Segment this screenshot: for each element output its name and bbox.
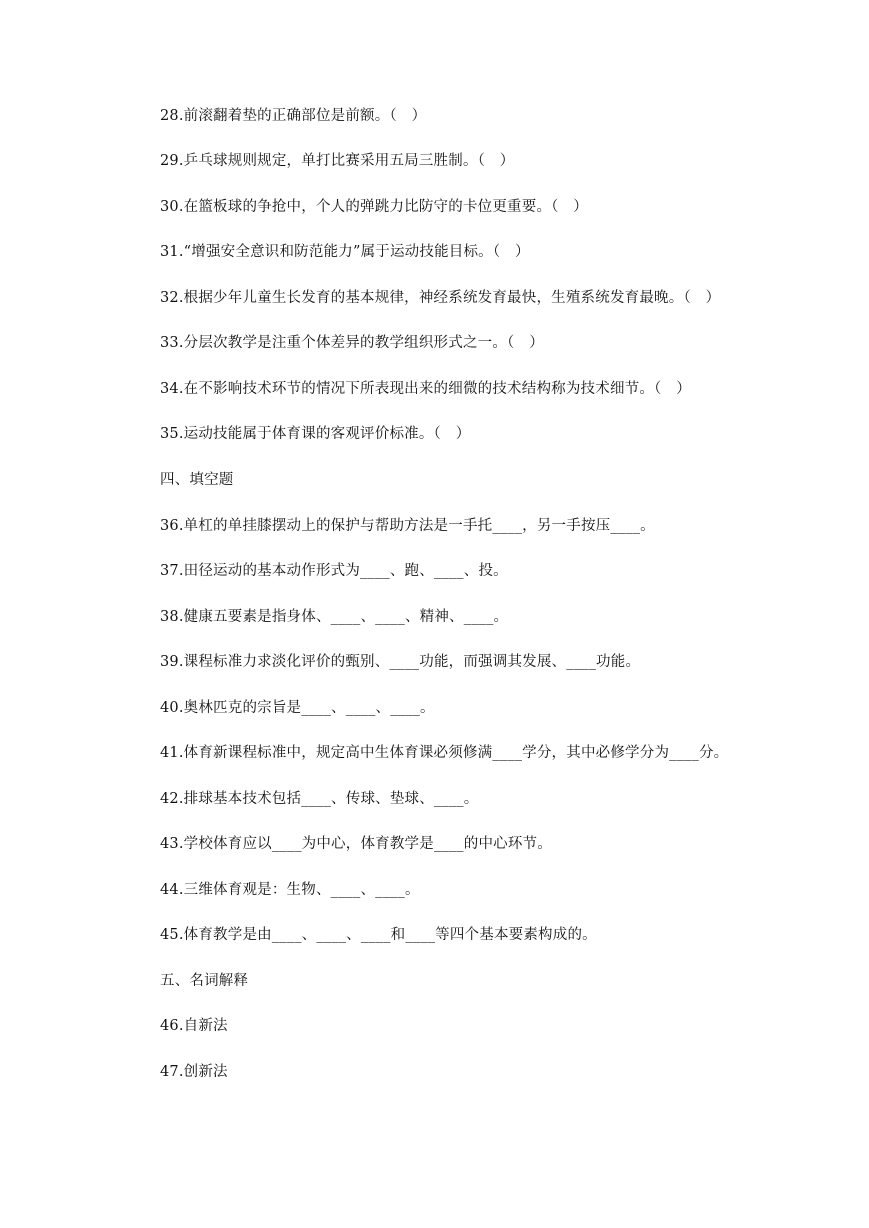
question-46: 46.自新法 [160, 1018, 228, 1034]
question-44: 44.三维体育观是：生物、____、____。 [160, 882, 420, 898]
section-heading-fill-blank: 四、填空题 [160, 472, 234, 488]
question-34: 34.在不影响技术环节的情况下所表现出来的细微的技术结构称为技术细节。（ ） [160, 381, 691, 397]
question-28: 28.前滚翻着垫的正确部位是前额。（ ） [160, 108, 427, 124]
question-40: 40.奥林匹克的宗旨是____、____、____。 [160, 700, 435, 716]
question-47: 47.创新法 [160, 1064, 228, 1080]
question-32: 32.根据少年儿童生长发育的基本规律，神经系统发育最快，生殖系统发育最晚。（ ） [160, 290, 721, 306]
question-33: 33.分层次教学是注重个体差异的教学组织形式之一。（ ） [160, 335, 544, 351]
question-39: 39.课程标准力求淡化评价的甄别、____功能，而强调其发展、____功能。 [160, 654, 641, 670]
question-41: 41.体育新课程标准中，规定高中生体育课必须修满____学分，其中必修学分为____分。 [160, 745, 729, 761]
question-42: 42.排球基本技术包括____、传球、垫球、____。 [160, 791, 479, 807]
question-45: 45.体育教学是由____、____、____和____等四个基本要素构成的。 [160, 927, 597, 943]
question-43: 43.学校体育应以____为中心，体育教学是____的中心环节。 [160, 836, 552, 852]
question-35: 35.运动技能属于体育课的客观评价标准。（ ） [160, 426, 471, 442]
question-38: 38.健康五要素是指身体、____、____、精神、____。 [160, 609, 509, 625]
question-31: 31.“增强安全意识和防范能力”属于运动技能目标。（ ） [160, 244, 530, 260]
section-heading-term-definitions: 五、名词解释 [160, 973, 249, 989]
question-29: 29.乒乓球规则规定，单打比赛采用五局三胜制。（ ） [160, 153, 515, 169]
question-36: 36.单杠的单挂膝摆动上的保护与帮助方法是一手托____，另一手按压____。 [160, 518, 655, 534]
question-30: 30.在篮板球的争抢中，个人的弹跳力比防守的卡位更重要。（ ） [160, 199, 589, 215]
question-37: 37.田径运动的基本动作形式为____、跑、____、投。 [160, 563, 508, 579]
